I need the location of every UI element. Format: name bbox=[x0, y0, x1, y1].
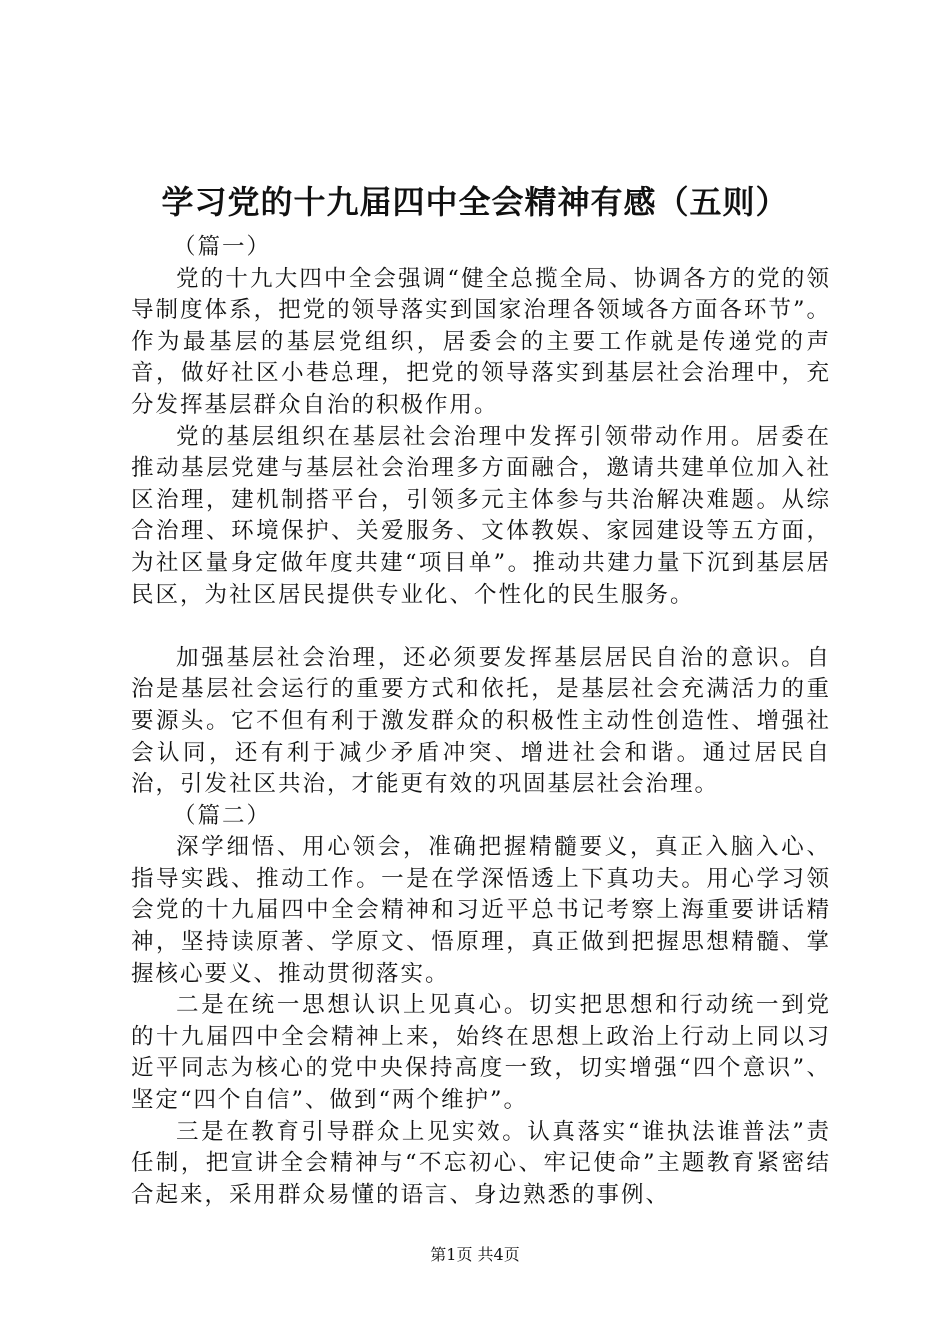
section-label: （篇一） bbox=[173, 234, 272, 260]
paragraph-gap bbox=[131, 611, 831, 643]
paragraph: 二是在统一思想认识上见真心。切实把思想和行动统一到党的十九届四中全会精神上来，始终在思想上政治上行动上同以习近平同志为核心的党中央保持高度一致，切实增强“四个意识”、坚定“四个自信”、做到“两个维护”。 bbox=[131, 992, 831, 1114]
paragraph: 党的十九大四中全会强调“健全总揽全局、协调各方的党的领导制度体系，把党的领导落实到国家治理各领域各方面各环节”。作为最基层的基层党组织，居委会的主要工作就是传递党的声音，做好社区小巷总理，把党的领导落实到基层社会治理中，充分发挥基层群众自治的积极作用。 bbox=[131, 265, 831, 418]
paragraph: 加强基层社会治理，还必须要发挥基层居民自治的意识。自治是基层社会运行的重要方式和依托，是基层社会充满活力的重要源头。它不但有利于激发群众的积极性主动性创造性、增强社会认同，还有利于减少矛盾冲突、增进社会和谐。通过居民自治，引发社区共治，才能更有效的巩固基层社会治理。 bbox=[131, 644, 831, 798]
paragraph: 深学细悟、用心领会，准确把握精髓要义，真正入脑入心、指导实践、推动工作。一是在学深悟透上下真功夫。用心学习领会党的十九届四中全会精神和习近平总书记考察上海重要讲话精神，坚持读原著、学原文、悟原理，真正做到把握思想精髓、掌握核心要义、推动贯彻落实。 bbox=[131, 834, 831, 987]
paragraph: 三是在教育引导群众上见实效。认真落实“谁执法谁普法”责任制，把宣讲全会精神与“不忘初心、牢记使命”主题教育紧密结合起来，采用群众易懂的语言、身边熟悉的事例、 bbox=[131, 1118, 831, 1208]
section-label: （篇二） bbox=[173, 802, 272, 829]
document-title: 学习党的十九届四中全会精神有感（五则） bbox=[161, 183, 789, 221]
page-footer: 第1页 共4页 bbox=[430, 1245, 520, 1264]
paragraph: 党的基层组织在基层社会治理中发挥引领带动作用。居委在推动基层党建与基层社会治理多方面融合，邀请共建单位加入社区治理，建机制搭平台，引领多元主体参与共治解决难题。从综合治理、环境保护、关爱服务、文体教娱、家园建设等五方面，为社区量身定做年度共建“项目单”。推动共建力量下沉到基层居民区，为社区居民提供专业化、个性化的民生服务。 bbox=[131, 423, 831, 608]
document-body bbox=[131, 232, 831, 1211]
